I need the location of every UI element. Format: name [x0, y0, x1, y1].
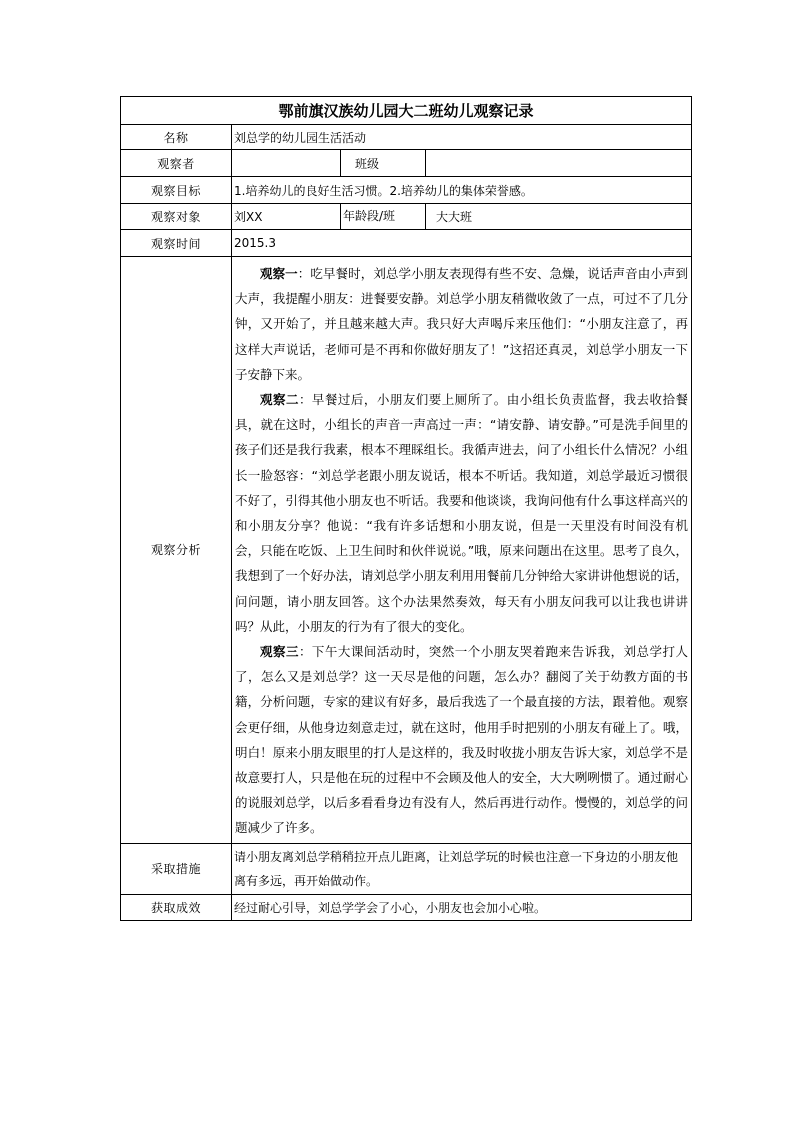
age-label-text: 年龄段/班: [343, 209, 396, 223]
observation-3-title: 观察三: [260, 644, 299, 660]
time-value: 2015.3: [232, 230, 692, 257]
observation-2-title: 观察二: [260, 392, 299, 408]
observer-row: [121, 150, 692, 177]
subject-label: 观察对象: [121, 204, 232, 230]
measures-row: [121, 843, 692, 894]
observation-record-table: [120, 96, 692, 921]
goal-value: 1.培养幼儿的良好生活习惯。2.培养幼儿的集体荣誉感。: [232, 177, 692, 204]
class-value: [426, 150, 692, 177]
observer-value: [232, 150, 341, 177]
goal-row: [121, 177, 692, 204]
observation-1: [235, 261, 688, 387]
observation-1-title: 观察一: [260, 266, 298, 281]
age-value: 大大班: [426, 204, 692, 230]
name-value: 刘总学的幼儿园生活活动: [232, 125, 692, 150]
goal-label: 观察目标: [121, 177, 232, 204]
analysis-label: 观察分析: [121, 257, 232, 844]
age-label: [341, 204, 426, 230]
measures-label: 采取措施: [121, 843, 232, 894]
name-label: 名称: [121, 125, 232, 150]
class-label: 班级: [341, 150, 426, 177]
page-title: 鄂前旗汉族幼儿园大二班幼儿观察记录: [121, 97, 692, 125]
time-row: [121, 230, 692, 257]
subject-value: 刘XX: [232, 204, 341, 230]
analysis-content: [232, 257, 692, 844]
analysis-row: [121, 257, 692, 844]
subject-row: [121, 204, 692, 230]
observation-1-text: ：吃早餐时，刘总学小朋友表现得有些不安、急燥，说话声音由小声到大声，我提醒小朋友：进餐要安静。刘总学小朋友稍微收敛了一点，可过不了几分钟，又开始了，并且越来越大声。我只好大声喝斥来压他们：“小朋友注意了，再这样大声说话，老师可是不再和你做好朋友了！”这招还真灵，刘总学小朋友一下子安静下来。: [235, 266, 689, 382]
observation-3-text: ：下午大课间活动时，突然一个小朋友哭着跑来告诉我，刘总学打人了，怎么又是刘总学？这一天尽是他的问题，怎么办？翻阅了关于幼教方面的书籍，分析问题，专家的建议有好多，最后我选了一个最直接的方法，跟着他。观察会更仔细，从他身边刻意走过，就在这时，他用手时把别的小朋友有碰上了。哦，明白！原来小朋友眼里的打人是这样的，我及时收拢小朋友告诉大家，刘总学不是故意要打人，只是他在玩的过程中不会顾及他人的安全，大大咧咧惯了。通过耐心的说服刘总学，以后多看看身边有没有人，然后再进行动作。慢慢的，刘总学的问题减少了许多。: [235, 644, 689, 836]
name-row: [121, 125, 692, 150]
measures-value: 请小朋友离刘总学稍稍拉开点儿距离，让刘总学玩的时候也注意一下身边的小朋友他离有多远，再开始做动作。: [232, 843, 692, 894]
result-row: [121, 894, 692, 920]
observation-3: [235, 639, 688, 841]
result-value: 经过耐心引导，刘总学学会了小心，小朋友也会加小心啦。: [232, 894, 692, 920]
observation-2-text: ：早餐过后，小朋友们要上厕所了。由小组长负责监督，我去收拾餐具，就在这时，小组长的声音一声高过一声：“请安静、请安静。”可是洗手间里的孩子们还是我行我素，根本不理睬组长。我循声进去，问了小组长什么情况？小组长一脸怒容：“刘总学老跟小朋友说话，根本不听话。我知道，刘总学最近习惯很不好了，引得其他小朋友也不听话。我要和他谈谈，我询问他有什么事这样高兴的和小朋友分享？他说：“我有许多话想和小朋友说，但是一天里没有时间没有机会，只能在吃饭、上卫生间时和伙伴说说。”哦，原来问题出在这里。思考了良久，我想到了一个好办法，请刘总学小朋友利用用餐前几分钟给大家讲讲他想说的话，问问题，请小朋友回答。这个办法果然奏效，每天有小朋友问我可以让我也讲讲吗？从此，小朋友的行为有了很大的变化。: [235, 392, 689, 634]
observation-2: [235, 387, 688, 639]
result-label: 获取成效: [121, 894, 232, 920]
time-label: 观察时间: [121, 230, 232, 257]
title-row: [121, 97, 692, 125]
observer-label: 观察者: [121, 150, 232, 177]
